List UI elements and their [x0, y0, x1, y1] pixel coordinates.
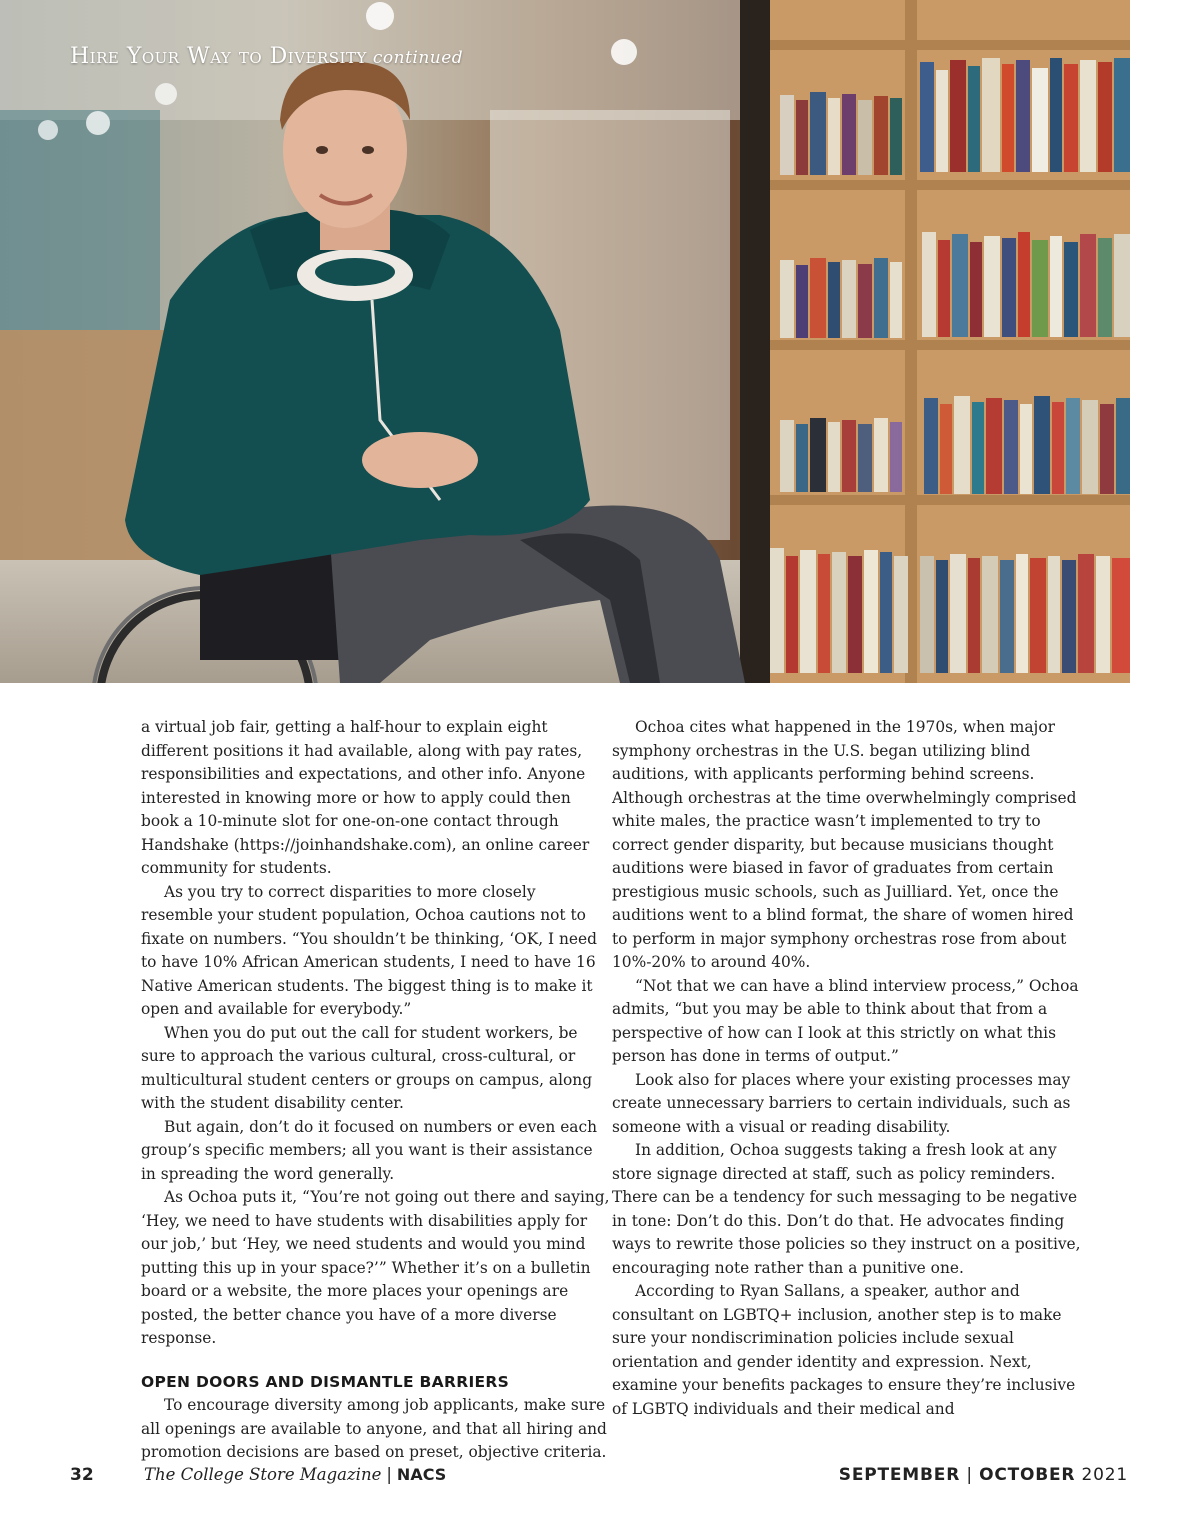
- issue-separator: |: [966, 1465, 973, 1485]
- page-number: 32: [70, 1465, 94, 1485]
- section-kicker: [70, 44, 463, 69]
- kicker-title: Hire Your Way to Diversity: [70, 44, 367, 69]
- paragraph: As Ochoa puts it, “You’re not going out there and saying, ‘Hey, we need to have students with disabilities apply for our job,’ but ‘Hey, we need students and would you mind putting this up in your space?’” Whether it’s on a bulletin board or a website, the more places your openings are posted, the better chance you have of a more diverse response.: [141, 1188, 610, 1347]
- section-heading: OPEN DOORS AND DISMANTLE BARRIERS: [141, 1372, 510, 1391]
- paragraph: a virtual job fair, getting a half-hour to explain eight different positions it had available, along with pay rates, responsibilities and expectations, and other info. Anyone interested in knowing more or how to apply could then book a 10-minute slot for one-on-one contact through Handshake (https://joinhandshake.com), an online career community for students.: [141, 718, 590, 877]
- paragraph: To encourage diversity among job applicants, make sure all openings are available to anyone, and that all hiring and promotion decisions are based on preset, objective criteria.: [141, 1396, 607, 1461]
- paragraph: In addition, Ochoa suggests taking a fresh look at any store signage directed at staff, such as policy reminders. There can be a tendency for such messaging to be negative in tone: Don’t do this. Don’t do that. He advocates finding ways to rewrite those policies so they instruct on a positive, encouraging note rather than a punitive one.: [612, 1141, 1081, 1277]
- org-name: NACS: [396, 1465, 447, 1484]
- paragraph: “Not that we can have a blind interview process,” Ochoa admits, “but you may be able to think about that from a perspective of how can I look at this strictly on what this person has done in terms of output.”: [612, 976, 1079, 1065]
- issue-month-b: OCTOBER: [979, 1465, 1076, 1485]
- issue-date: [839, 1465, 1128, 1485]
- kicker-continued: continued: [372, 48, 464, 68]
- article-column-left: [141, 716, 611, 1465]
- paragraph: According to Ryan Sallans, a speaker, author and consultant on LGBTQ+ inclusion, another step is to make sure your nondiscrimination policies include sexual orientation and gender identity and expression. Next, examine your benefits packages to ensure they’re inclusive of LGBTQ individuals and their medical and: [612, 1282, 1076, 1418]
- magazine-name: [144, 1465, 446, 1484]
- paragraph: Ochoa cites what happened in the 1970s, when major symphony orchestras in the U.S. began utilizing blind auditions, with applicants performing behind screens. Although orchestras at the time overwhelmingly comprised white males, the practice wasn’t implemented to try to correct gender disparity, but because musicians thought auditions were biased in favor of graduates from certain prestigious music schools, such as Juilliard. Yet, once the auditions went to a blind format, the share of women hired to perform in major symphony orchestras rose from about 10%-20% to around 40%.: [612, 718, 1077, 971]
- issue-year: 2021: [1081, 1465, 1128, 1485]
- page-footer: [70, 1465, 1128, 1493]
- issue-month-a: SEPTEMBER: [838, 1465, 961, 1485]
- footer-separator: |: [386, 1465, 392, 1484]
- article-column-right: [612, 716, 1082, 1421]
- paragraph: Look also for places where your existing processes may create unnecessary barriers to certain individuals, such as someone with a visual or reading disability.: [612, 1070, 1071, 1136]
- paragraph: But again, don’t do it focused on numbers or even each group’s specific members; all you want is their assistance in spreading the word generally.: [141, 1117, 598, 1183]
- paragraph: As you try to correct disparities to more closely resemble your student population, Ochoa cautions not to fixate on numbers. “You shouldn’t be thinking, ‘OK, I need to have 10% African American students, I need to have 16 Native American students. The biggest thing is to make it open and available for everybody.”: [141, 882, 597, 1018]
- paragraph: When you do put out the call for student workers, be sure to approach the various cultural, cross-cultural, or multicultural student centers or groups on campus, along with the student disability center.: [141, 1023, 593, 1112]
- hero-photo: [0, 0, 1130, 683]
- photo-illustration: [0, 0, 1130, 683]
- magazine-title: The College Store Magazine: [144, 1465, 382, 1484]
